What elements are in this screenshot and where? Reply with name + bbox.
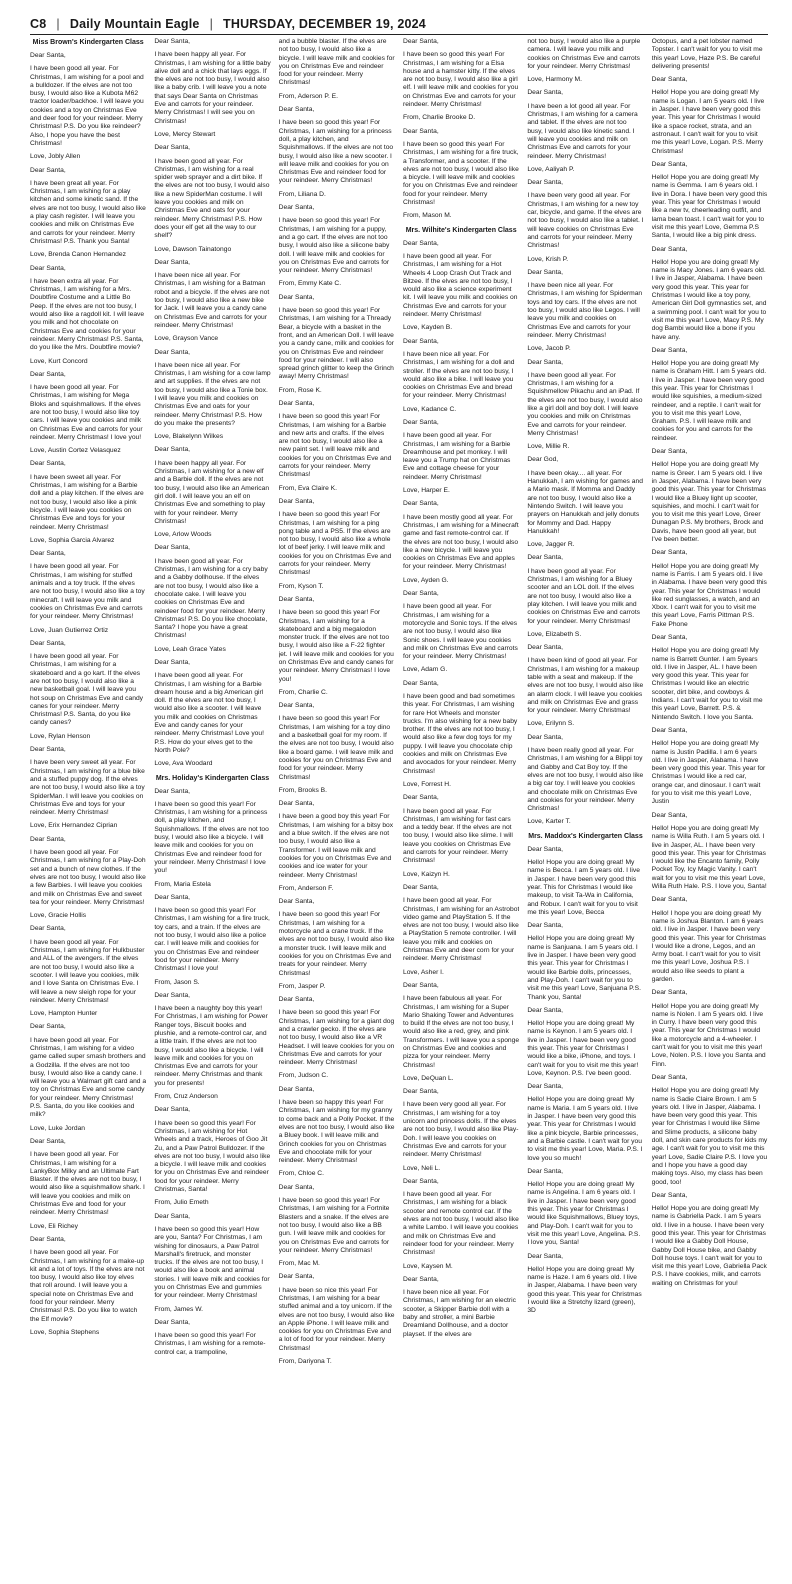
letter-salutation: Dear Santa, — [402, 239, 439, 247]
letter-body: I have been good all year. For Christmas, I am wishing for a pool and a bulldozer. If the elves are not too busy, I would also like a Kubota M62 tractor loader/backhoe. I will leave you cookies and a toy on Christmas Eve and deer food for your reindeer. Merry Christmas! P.S. Do you like reindeer? Also, I hope you have the best Christmas! — [30, 65, 144, 147]
letter-body: I have been so good this year! For Christmas, I am wishing for a Barbie and new arts and crafts. If the elves are not too busy, I would also like a new paint set. I will leave milk and cookies for you on Christmas Eve and carrots for your reindeer. Merry Christmas! — [278, 413, 392, 479]
letter-body: I have been so good this year! For Christmas, I am wishing for a Elsa house and a hamster kitty. If the elves are not too busy, I would also like a girl elf. I will leave milk and cookies for you on Christmas Eve and carrots for your reindeer. Merry Christmas! — [402, 51, 519, 109]
letter-signature: Love, Rylan Henson — [30, 732, 91, 740]
letter-body: I have been so good this year! For Christmas, I am wishing for a princess doll, a play kitchen, and Squishmallows. If the elves are not too busy, I would also like a bicycle. I will leave milk and cookies for you on Christmas Eve and reindeer food for your reindeer. Merry Christmas! I love you! — [154, 800, 269, 875]
letter-signature: Love, Harmony M. — [527, 76, 582, 84]
letter-body: I have been a lot good all year. For Christmas, I am wishing for a camera and tablet. If the elves are not too busy, I would also like kinetic sand. I will leave you cookies and milk on Christmas Eve and carrots for your reindeer. Merry Christmas! — [527, 102, 638, 160]
letter-signature: From, Rose K. — [278, 386, 322, 394]
letter-body: I have been nice all year. For Christmas, I am wishing for an electric scooter, a Skipper Barbie doll with a baby and stroller, a mini Barbie Dreamland Dollhouse, and a doctor playset. If the elves are — [402, 1289, 516, 1338]
letter-signature: Love, Blakelynn Wilkes — [154, 433, 224, 441]
letter-signature: From, Dariyona T. — [278, 1358, 332, 1366]
letter-signature: Love, Forrest H. — [402, 780, 451, 788]
letter-body: I have been good all year. For Christmas, I am wishing for a Play-Doh set and a bunch of new clothes. If the elves are not too busy, I would also like a few Barbies. I will leave you cookies and milk on Christmas Eve and sweet tea for your reindeer. Merry Christmas! — [30, 849, 146, 906]
issue-date: THURSDAY, DECEMBER 19, 2024 — [223, 17, 426, 31]
letter-salutation: Dear God, — [527, 456, 559, 464]
letter-salutation: Dear Santa, — [30, 1235, 66, 1243]
letter-salutation: Dear Santa, — [651, 245, 688, 253]
letter-body: I have been nice all year. For Christmas, I am wishing for Spiderman toys and toy cars. If the elves are not too busy, I would also like Legos. I will leave you milk and cookies on Christmas Eve and carrots for your reindeer. Merry Christmas! — [527, 282, 643, 339]
letter-signature: From, Charlie C. — [278, 688, 328, 696]
letter-body: I have been happy all year. For Christmas, I am wishing for a new elf and a Barbie doll. If the elves are not too busy, I would also like an American girl doll. I will leave you an elf on Christmas Eve and something to play with for your reindeer. Merry Christmas! — [154, 459, 270, 525]
letter-salutation: Dear Santa, — [402, 1177, 439, 1185]
letter-salutation: Dear Santa, — [30, 925, 66, 933]
letter-body: I have been very sweet all year. For Christmas, I am wishing for a blue bike and a stuffed puppy dog. If the elves are not too busy, I would also like a toy SpiderMan. I will leave you cookies on Christmas Eve and toys for your reindeer. Merry Christmas! — [30, 759, 145, 817]
letter-salutation: Dear Santa, — [527, 179, 563, 187]
letter-signature: Love, Millie R. — [527, 443, 570, 451]
letter-body: not too busy, I would also like a purple camera. I will leave you milk and cookies on Christmas Eve and carrots for your reindeer. Merry Christmas! — [527, 38, 641, 70]
letter-body: I have been a good boy this year! For Christmas, I am wishing for a bitsy box and a blue switch. If the elves are not too busy, I would also like a Transformer. I will leave milk and cookies for you on Christmas Eve and cookies and ice water for your reindeer. Merry Christmas! — [278, 813, 394, 879]
letter-body: Hello! Hope you are doing great! My name is Angelina. I am 6 years old. I live in Jasper. I have been very good this year. This year for Christmas I would like Squishmallows, Bluey toys, and Play-Doh. I can't wait for you to visit me this year! Love, Angelina. P.S. I love you, Santa! — [527, 1181, 641, 1247]
letter-salutation: Dear Santa, — [527, 268, 563, 276]
letter-salutation: Dear Santa, — [278, 898, 315, 906]
letter-salutation: Dear Santa, — [30, 460, 66, 468]
letter-signature: Love, DeQuan L. — [402, 1074, 454, 1082]
letter-body: Hello! Hope you are doing great! My name is Willa Ruth. I am 5 years old. I live in Jasper, AL. I have been very good this year. This year for Christmas I would like the Encanto family, Polly Pocket Toy, Icy Magic Vanity. I can't wait for you to visit me this year! Love, Willa Ruth Hale. P.S. I love you, Santa! — [651, 824, 767, 891]
letter-signature: From, Judson C. — [278, 1072, 329, 1080]
letter-salutation: Dear Santa, — [154, 446, 191, 454]
letter-salutation: Dear Santa, — [651, 634, 688, 641]
letter-salutation: Dear Santa, — [527, 644, 563, 652]
letter-signature: Love, Sophia Garcia Alvarez — [30, 536, 115, 544]
letter-salutation: Dear Santa, — [402, 981, 439, 989]
letter-signature: From, James W. — [154, 1305, 204, 1313]
letter-body: I have been so good this year! For Christmas, I am wishing for a Fortnite Blasters and a snake. If the elves are not too busy, I would also like a BB gun. I will leave milk and cookies for you on Christmas Eve and carrots for your reindeer. Merry Christmas! — [278, 1197, 390, 1254]
letter-signature: Love, Jobly Allen — [30, 153, 81, 161]
letter-signature: Love, Elizabeth S. — [527, 630, 582, 638]
letter-salutation: Dear Santa, — [402, 418, 439, 426]
letter-body: Hello! Hope you are doing great! My name is Macy Jones. I am 6 years old. I live in Jasper, Alabama. I have been very good this year. This year for Christmas I would like a toy pony, American Girl Doll gymnastics set, and a swimming pool. I can't wait for you to visit me this year! Love, Macy P.S. My dog Bambi would like a bone if you have any. — [651, 258, 767, 341]
letter-body: I have been good all year. For Christmas, I am wishing for a real spider web sprayer and a dirt bike. If the elves are not too busy, I would also like a new SpiderMan costume. I will leave you cookies and milk on Christmas Eve and oats for your reindeer. Merry Christmas! P.S. How does your elf get all the way to our shelf? — [154, 157, 270, 240]
letter-body: I have been extra all year. For Christmas, I am wishing for a Mrs. Doubtfire Costume and a Little Bo Peep. If the elves are not too busy, I would also like a ragdoll kit. I will leave you milk and hot chocolate on Christmas Eve and cookies for your reindeer. Merry Christmas! P.S. Santa, do you like the Mrs. Doubtfire movie? — [30, 277, 145, 352]
letter-salutation: Dear Santa, — [30, 52, 66, 59]
letter-salutation: Dear Santa, — [278, 399, 315, 407]
letter-signature: Love, Aaliyah P. — [527, 165, 575, 173]
class-heading: Miss Brown's Kindergarten Class — [32, 39, 144, 46]
letter-salutation: Dear Santa, — [278, 996, 315, 1004]
letter-body: I have been good and bad sometimes this year. For Christmas, I am wishing for rare Hot Wheels and monster trucks. I'm also wishing for a new baby brother. If the elves are not too busy, I would also like a few dog toys for my puppy. I will leave you chocolate chip cookies and milk on Christmas Eve and avocados for your reindeer. Merry Christmas! — [402, 693, 518, 775]
letter-signature: From, Anderson F. — [278, 884, 334, 892]
letter-signature: From, Brooks B. — [278, 786, 327, 794]
letter-salutation: Dear Santa, — [402, 1275, 439, 1283]
column-1 — [30, 38, 146, 1578]
letter-body: I have been mostly good all year. For Christmas, I am wishing for a Minecraft game and fast remote-control car. If the elves are not too busy, I would also like a new bicycle. I will leave you cookies on Christmas Eve and apples for your reindeer. Merry Christmas! — [402, 513, 519, 571]
letter-signature: Love, Eli Richey — [30, 1222, 78, 1230]
letter-signature: Love, Austin Cortez Velasquez — [30, 447, 121, 455]
letter-signature: Love, Sophia Stephens — [30, 1328, 100, 1336]
letter-signature: From, Julio Emeth — [154, 1199, 209, 1207]
letter-body: I have been nice all year. For Christmas, I am wishing for a doll and stroller. If the elves are not too busy, I would also like a bike. I will leave you cookies on Christmas Eve and bread for your reindeer. Merry Christmas! — [402, 350, 515, 400]
letter-salutation: Dear Santa, — [154, 787, 191, 795]
newspaper-name: Daily Mountain Eagle — [69, 17, 200, 31]
letter-body: I have been nice all year. For Christmas, I am wishing for a cow lamp and art supplies. If the elves are not too busy, I would also like a Tonie box. I will leave you milk and cookies on Christmas Eve and oats for your reindeer. Merry Christmas! P.S. How do you make the presents? — [154, 361, 271, 427]
letter-body: I have been happy all year. For Christmas, I am wishing for a little baby alive doll and a chick that lays eggs. If the elves are not too busy, I would also like a baby crib. I will leave you a note that says Dear Santa on Christmas Eve and carrots for your reindeer. Merry Christmas! I will see you on Christmas! — [154, 51, 271, 125]
letter-body: I have been so good this year! How are you, Santa? For Christmas, I am wishing for dinosaurs, a Paw Patrol Marshall's firetruck, and monster trucks. If the elves are not too busy, I would also like a book and animal stories. I will leave milk and cookies for you on Christmas Eve and gummies for your reindeer. Merry Christmas! — [154, 1225, 270, 1300]
class-heading: Mrs. Maddox's Kindergarten Class — [528, 832, 643, 840]
letter-salutation: Dear Santa, — [30, 639, 66, 647]
letter-body: I have been good all year. For Christmas, I am wishing for Hulkbuster and ALL of the avengers. If the elves are not too busy, I would also like a scooter. I will leave you cookies, milk and I love Santa on Christmas Eve. I will leave a new sleigh rope for your reindeer. Merry Christmas! — [30, 938, 145, 1004]
letter-salutation: Dear Santa, — [527, 733, 563, 741]
letter-signature: From, Emmy Kate C. — [278, 280, 342, 288]
letter-signature: Love, Kurt Concord — [30, 357, 88, 365]
letter-body: I have been so good this year! For Christmas, I am wishing for a Thready Bear, a bicycle with a basket in the front, and an American Doll. I will leave you a candy cane, milk and cookies for you on Christmas Eve and reindeer food for your reindeer. I will also spread grinch glitter to keep the Grinch away! Merry Christmas! — [278, 307, 394, 381]
letter-salutation: Dear Santa, — [651, 989, 688, 997]
letter-body: Octopus, and a pet lobster named Topster. I can't wait for you to visit me this year! Love, Haze P.S. Be careful delivering presents! — [651, 38, 763, 70]
letter-salutation: Dear Santa, — [30, 1137, 66, 1145]
letter-body: Hello! Hope you are doing great! My name is Farris. I am 5 years old. I live in Alabama. I have been very good this year. This year for Christmas I would like red sunglasses, a watch, and an Xbox. I can't wait for you to visit me this year! Love, Farris Pittman P.S. Fake Phone — [651, 562, 767, 628]
letter-salutation: Dear Santa, — [278, 800, 315, 808]
header-divider: | — [56, 17, 60, 31]
letter-signature: From, Mac M. — [278, 1260, 320, 1268]
letter-body: I have been very good all year. For Christmas, I am wishing for a new toy car, bicycle, and game. If the elves are not too busy, I would also like a tablet. I will leave cookies on Christmas Eve and carrots for your reindeer. Merry Christmas! — [527, 192, 644, 250]
column-3 — [279, 38, 395, 1578]
letter-body: I have been good all year. For Christmas, I am wishing for a black scooter and remote control car. If the elves are not too busy, I would also like a white Lambo. I will leave you cookies and milk on Christmas Eve and reindeer food for your reindeer. Merry Christmas! — [402, 1191, 519, 1257]
letter-salutation: Dear Santa, — [527, 1252, 563, 1260]
letter-body: Hello! Hope you are doing great! My name is Maria. I am 5 years old. I live in Jasper. I have been very good this year. This year for Christmas I would like a pink bicycle, Barbie princesses, and a Barbie castle. I can't wait for you to visit me this year! Love, Maria. P.S. I love you so much! — [527, 1096, 643, 1162]
letter-body: I have been so happy this year! For Christmas, I am wishing for my granny to come back and a Polly Pocket. If the elves are not too busy, I would also like a Bluey book. I will leave milk and Grinch cookies for you on Christmas Eve and chocolate milk for your reindeer. Merry Christmas! — [278, 1099, 395, 1165]
letter-body: I have been good all year. For Christmas, I am wishing for Mega Bloks and squishmallows. If the elves are not too busy, I would also like toy cars. I will leave you cookies and milk on Christmas Eve and carrots for your reindeer. Merry Christmas! I love you! — [30, 384, 143, 441]
letter-body: I have been good all year. For Christmas, I am wishing for a skateboard and a go kart. If the elves are not too busy, I would also like a new basketball goal. I will leave you hot soup on Christmas Eve and candy canes for your reindeer. Merry Christmas! P.S. Santa, do you like candy canes? — [30, 653, 144, 727]
letter-salutation: Dear Santa, — [402, 794, 439, 802]
letter-body: and a bubble blaster. If the elves are not too busy, I would also like a bicycle. I will leave milk and cookies for you on Christmas Eve and reindeer food for your reindeer. Merry Christmas! — [278, 38, 395, 87]
letter-body: I have been so good this year! For Christmas, I am wishing for a toy dino and a basketball goal for my room. If the elves are not too busy, I would also like a board game. I will leave milk and cookies for you on Christmas Eve and food for your reindeer. Merry Christmas! — [278, 715, 394, 781]
letter-signature: Love, Mercy Stewart — [154, 130, 216, 138]
letter-signature: Love, Krish P. — [527, 255, 569, 263]
letter-body: Hello! Hope you are doing great! My name is Barrett Gunter. I am 5years old. I live in Jasper, AL. I have been very good this year. This year for Christmas I would like an electric scooter, dirt bike, and cowboys & Indians. I can't wait for you to visit me this year! Love, Barrett. P.S. & Nintendo Switch. I love you Santa. — [651, 647, 763, 721]
letter-salutation: Dear Santa, — [527, 89, 563, 97]
letter-signature: Love, Dawson Tainatongo — [154, 245, 232, 253]
class-heading: Mrs. Holiday's Kindergarten Class — [155, 774, 270, 782]
letter-salutation: Dear Santa, — [278, 595, 315, 603]
letter-salutation: Dear Santa, — [527, 1006, 563, 1014]
letter-signature: From, Eva Claire K. — [278, 484, 337, 492]
letter-signature: From, Jasper P. — [278, 982, 326, 990]
letter-signature: Love, Jacob P. — [527, 345, 571, 353]
letter-body: Hello! Hope you are doing great! My name is Haze. I am 6 years old. I live in Jasper, Alabama. I have been very good this year. This year for Christmas I would like a Stretchy lizard (green), 3D — [527, 1265, 642, 1315]
letter-salutation: Dear Santa, — [30, 370, 66, 378]
letter-signature: From, Maria Estela — [154, 880, 211, 888]
letter-body: I have been good all year. For Christmas, I am wishing for a motorcycle and Sonic toys. If the elves are not too busy, I would also like Sonic shoes. I will leave you cookies and milk on Christmas Eve and carrots for your reindeer. Merry Christmas! — [402, 603, 518, 661]
letter-body: I have been so good this year! For Christmas, I am wishing for a puppy, and a go cart. If the elves are not too busy, I would also like a silicone baby doll. I will leave milk and cookies for you on Christmas Eve and carrots for your reindeer. Merry Christmas! — [278, 217, 390, 275]
letter-body: Hello! I hope you are doing great! My name is Joshua Blanton. I am 6 years old. I live in Jasper. I have been very good this year. This year for Christmas I would like a drone, Legos, and an Army boat. I can't wait for you to visit me this year! Love, Joshua P.S. I would also like seeds to plant a garden. — [651, 909, 766, 983]
letter-salutation: Dear Santa, — [402, 500, 439, 508]
letter-signature: From, Chloe C. — [278, 1170, 324, 1178]
letter-salutation: Dear Santa, — [278, 204, 315, 212]
letter-body: Hello! Hope you are doing great! My name is Keynon. I am 5 years old. I live in Jasper. I have been very good this year. This year for Christmas I would like a bike, iPhone, and toys. I can't wait for you to visit me this year! Love, Keynon. P.S. I've been good. — [527, 1020, 639, 1077]
letter-body: I have been good all year. For Christmas, I am wishing for a Barbie dream house and a big American girl doll. If the elves are not too busy, I would also like a scooter. I will leave you milk and cookies on Christmas Eve and candy canes for your reindeer. Merry Christmas! Love you! P.S. How do your elves get to the North Pole? — [154, 672, 264, 754]
letter-body: I have been good all year. For Christmas, I am wishing for an Astrobot video game and PlayStation 5. If the elves are not too busy, I would also like a PlayStation 5 remote controller. I will leave you milk and cookies on Christmas Eve and deer corn for your reindeer. Merry Christmas! — [402, 897, 520, 963]
letter-salutation: Dear Santa, — [402, 590, 439, 598]
letter-salutation: Dear Santa, — [402, 38, 439, 45]
letter-body: I have been nice all year. For Christmas, I am wishing for a Batman robot and a bicycle. If the elves are not too busy, I would also like a new bike for Jack. I will leave you a candy cane on Christmas Eve and carrots for your reindeer. Merry Christmas! — [154, 272, 270, 329]
letter-body: I have been okay.... all year. For Hanukkah, I am wishing for games and a Mario mask. If Momma and Daddy are not too busy, I would also like a Nintendo Switch. I will leave you prayers on Hanukkah and jelly donuts for Mommy and Dad. Happy Hanukkah! — [527, 469, 643, 535]
letter-body: I have been good all year. For Christmas, I am wishing for a cry baby and a Gabby dollhouse. If the elves are not too busy, I would also like a chocolate cake. I will leave you cookies on Christmas Eve and reindeer food for your reindeer. Merry Christmas! P.S. Do you like chocolate, Santa? I hope you have a great Christmas! — [154, 557, 268, 640]
letter-salutation: Dear Santa, — [651, 346, 688, 354]
letter-signature: Love, Jagger R. — [527, 541, 575, 549]
letter-signature: Love, Harper E. — [402, 487, 450, 495]
letter-salutation: Dear Santa, — [154, 38, 191, 45]
letter-salutation: Dear Santa, — [651, 811, 688, 819]
letter-body: Hello! Hope you are doing great! My name is Greer. I am 5 years old. I live in Jasper, Alabama. I have been very good this year. This year for Christmas I would like a Bluey light up scooter, squishies, and mochi. I can't wait for you to visit me this year! Love, Greer Dunagan P.S. My brothers, Brock and Davis, have been good all year, but I've been better. — [651, 461, 766, 544]
letter-signature: Love, Gracie Hollis — [30, 912, 87, 920]
letter-salutation: Dear Santa, — [651, 726, 688, 734]
letter-body: I have been so good this year! For Christmas, I am wishing for a remote-control car, a trampoline, — [154, 1332, 266, 1356]
letter-salutation: Dear Santa, — [154, 893, 191, 901]
letter-salutation: Dear Santa, — [154, 258, 191, 266]
letter-body: I have been so good this year! For Christmas, I am wishing for a motorcycle and a crane truck. If the elves are not too busy, I would also like a monster truck. I will leave milk and cookies for you on Christmas Eve and treats for your reindeer. Merry Christmas! — [278, 911, 395, 977]
letter-signature: Love, Luke Jordan — [30, 1124, 86, 1132]
page-header — [30, 14, 768, 35]
header-divider: | — [209, 17, 214, 31]
letter-signature: From, Cruz Anderson — [154, 1093, 218, 1101]
letter-body: I have been good all year. For Christmas, I am wishing for a LankyBox Milky and an Ultimate Fart Blaster. If the elves are not too busy, I would also like a squishmallow shark. I will leave you cookies and milk on Christmas Eve and food for your reindeer. Merry Christmas! — [30, 1151, 145, 1217]
letter-salutation: Dear Santa, — [402, 127, 439, 135]
column-5 — [527, 38, 643, 1578]
letter-body: Hello! Hope you are doing great! My name is Sadie Claire Brown. I am 5 years old. I live in Jasper, Alabama. I have been very good this year. This year for Christmas I would like Slime and Slime products, a silicone baby doll, and skin care products for kids my age. I can't wait for you to visit me this year! Love, Sadie Claire P.S. I love you and I hope you have a good day making toys. Also, my class has been good, too! — [651, 1087, 768, 1186]
letter-signature: From, Jason S. — [154, 978, 200, 986]
letter-salutation: Dear Santa, — [278, 106, 315, 114]
letter-signature: Love, Karter T. — [527, 818, 571, 826]
letter-salutation: Dear Santa, — [154, 144, 191, 152]
letter-body: I have been good all year. For Christmas, I am wishing for a Squishmellow Pikachu and an iPad. If the elves are not too busy, I would also like a girl doll and boy doll. I will leave you cookies and milk on Christmas Eve and carrots for your reindeer. Merry Christmas! — [527, 371, 643, 437]
letter-salutation: Dear Santa, — [651, 160, 688, 168]
letter-salutation: Dear Santa, — [402, 337, 439, 345]
letter-body: I have been good all year. For Christmas, I am wishing for a make-up kit and a lot of toys. If the elves are not too busy, I would also like toy elves that roll around. I will leave you a special note on Christmas Eve and food for your reindeer. Merry Christmas! P.S. Do you like to watch the Elf movie? — [30, 1249, 145, 1323]
letter-body: Hello! Hope you are doing great! My name is Logan. I am 5 years old. I live in Jasper. I have been very good this year. This year for Christmas I would like a space rocket, strata, and an astronaut. I can't wait for you to visit me this year! Love, Logan. P.S. Merry Christmas! — [651, 89, 765, 155]
letter-signature: From, Liliana D. — [278, 190, 326, 198]
letter-body: Hello! Hope you are doing great! My name is Nolen. I am 5 years old. I live in Curry. I have been very good this year. This year for Christmas I would like a motorcycle and a 4-wheeler. I can't wait for you to visit me this year! Love, Nolen. P.S. I love you Santa and Finn. — [651, 1002, 766, 1068]
column-6 — [652, 38, 768, 1578]
letter-body: I have been very good all year. For Christmas, I am wishing for a toy unicorn and princess dolls. If the elves are not too busy, I would also like Play-Doh. I will leave you cookies on Christmas Eve and carrots for your reindeer. Merry Christmas! — [402, 1101, 519, 1159]
letter-salutation: Dear Santa, — [527, 554, 563, 562]
letter-signature: Love, Arlow Woods — [154, 531, 212, 539]
letter-body: I have been sweet all year. For Christmas, I am wishing for a Barbie doll and a play kitchen. If the elves are not too busy, I would also like a pink bicycle. I will leave you cookies on Christmas Eve and toys for your reindeer. Merry Christmas! — [30, 473, 144, 531]
letter-signature: Love, Hampton Hunter — [30, 1010, 98, 1018]
letter-signature: Love, Juan Gutierrez Ortiz — [30, 626, 109, 634]
letter-signature: Love, Adam G. — [402, 666, 448, 674]
letter-signature: Love, Erix Hernandez Ciprian — [30, 822, 118, 830]
letter-salutation: Dear Santa, — [651, 76, 688, 84]
column-2 — [154, 38, 270, 1578]
letter-salutation: Dear Santa, — [527, 358, 563, 366]
letter-salutation: Dear Santa, — [651, 448, 688, 456]
letter-salutation: Dear Santa, — [278, 293, 315, 301]
letter-salutation: Dear Santa, — [154, 1318, 191, 1326]
letter-body: I have been good all year. For Christmas, I am wishing for a Bluey scooter and an LOL doll. If the elves are not too busy, I would also like a play kitchen. I will leave you milk and cookies on Christmas Eve and carrots for your reindeer. Merry Christmas! — [527, 567, 640, 625]
letter-body: I have been so good this year! For Christmas, I am wishing for a skateboard and a big megalodon monster truck. If the elves are not too busy, I would also like a F-22 fighter jet. I will leave milk and cookies for you on Christmas Eve and candy canes for your reindeer. Merry Christmas! I love you! — [278, 609, 394, 683]
letter-signature: Love, Brenda Canon Hernandez — [30, 251, 126, 259]
letter-signature: Love, Ayden G. — [402, 576, 449, 584]
letter-salutation: Dear Santa, — [154, 544, 191, 552]
letter-body: I have been fabulous all year. For Christmas, I am wishing for a Super Mario Shaking Tower and Adventures to build If the elves are not too busy, I would also like a red, grey, and pink Transformers. I will leave you a sponge on Christmas Eve and cookies and pizza for your reindeer. Merry Christmas! — [402, 995, 520, 1069]
letter-body: I have been so good this year! For Christmas, I am wishing for a princess doll, a play kitchen, and Squishmallows. If the elves are not too busy, I would also like a new scooter. I will leave milk and cookies for you on Christmas Eve and reindeer food for your reindeer. Merry Christmas! — [278, 119, 394, 185]
letter-salutation: Dear Santa, — [651, 1073, 688, 1081]
page-number: C8 — [30, 17, 47, 31]
letter-body: I have been so good this year! For Christmas, I am wishing for a giant dog and a crawler gecko. If the elves are not too busy, I would also like a VR Headset. I will leave cookies for you on Christmas Eve and carrots for your reindeer. Merry Christmas! — [278, 1009, 395, 1067]
letter-salutation: Dear Santa, — [30, 835, 66, 843]
letter-salutation: Dear Santa, — [527, 1083, 563, 1091]
letter-signature: From, Kyson T. — [278, 582, 324, 590]
letter-signature: Love, Kayden B. — [402, 324, 453, 332]
letter-salutation: Dear Santa, — [278, 702, 315, 710]
letters-columns — [30, 38, 768, 1578]
letter-salutation: Dear Santa, — [527, 845, 563, 853]
letter-salutation: Dear Santa, — [30, 746, 66, 754]
column-4 — [403, 38, 519, 1578]
letter-signature: Love, Erilynn S. — [527, 720, 575, 728]
letter-salutation: Dear Santa, — [278, 497, 315, 505]
letter-body: I have been so good this year! For Christmas, I am wishing for a fire truck, a Transformer, and a scooter. If the elves are not too busy, I would also like a bicycle. I will leave milk and cookies for you on Christmas Eve and reindeer food for your reindeer. Merry Christmas! — [402, 140, 519, 207]
letter-salutation: Dear Santa, — [154, 659, 191, 666]
letter-body: I have been good all year. For Christmas, I am wishing for a Hot Wheels 4 Loop Crash Out Track and Bitzee. If the elves are not too busy, I would also like a science experiment kit. I will leave you milk and cookies on Christmas Eve and carrots for your reindeer. Merry Christmas! — [402, 252, 518, 319]
letter-salutation: Dear Santa, — [30, 166, 66, 174]
letter-salutation: Dear Santa, — [651, 549, 688, 557]
letter-body: Hello! Hope you are doing great! My name is Justin Padilla. I am 6 years old. I live in Jasper, Alabama. I have been very good this year. This year for Christmas I would like a red car, orange car, and dinosaur. I can't wait for you to visit me this year! Love, Justin — [651, 740, 766, 806]
letter-body: I have been good all year. For Christmas, I am wishing for a video game called super smash brothers and a Godzilla. If the elves are not too busy, I would also like a candy cane. I will leave you a Walmart gift card and a toy on Christmas Eve and some candy for your reindeer. Merry Christmas! P.S. Santa, do you like cookies and milk? — [30, 1036, 147, 1119]
letter-body: I have been kind of good all year. For Christmas, I am wishing for a makeup table with a seat and makeup. If the elves are not too busy, I would also like an alarm clock. I will leave you cookies and milk on Christmas Eve and grass for your reindeer. Merry Christmas! — [527, 657, 644, 715]
letter-body: Hello! Hope you are doing great! My name is Graham Hitt. I am 5 years old. I live in Jasper. I have been very good this year. This year for Christmas I would like squishies, a medium-sized reindeer, and a reptile. I can't wait for you to visit me this year! Love, Graham. P.S. I will leave milk and cookies for you and carrots for the reindeer. — [651, 360, 767, 442]
letter-body: I have been good all year. For Christmas, I am wishing for fast cars and a teddy bear. If the elves are not too busy, I would also like slime. I will leave you cookies on Christmas Eve and carrots for your reindeer. Merry Christmas! — [402, 807, 513, 865]
letter-body: I have been really good all year. For Christmas, I am wishing for a Blippi toy and Gabby and Cat Boy toy. If the elves are not too busy, I would also like a big car toy. I will leave you cookies and chocolate milk on Christmas Eve and cookies for your reindeer. Merry Christmas! — [527, 747, 644, 813]
letter-signature: Love, Grayson Vance — [154, 335, 219, 343]
letter-signature: Love, Asher I. — [402, 968, 444, 976]
letter-salutation: Dear Santa, — [402, 883, 439, 891]
letter-salutation: Dear Santa, — [278, 1183, 315, 1191]
class-heading: Mrs. Wilhite's Kindergarten Class — [405, 226, 517, 234]
letter-salutation: Dear Santa, — [154, 1212, 191, 1220]
letter-salutation: Dear Santa, — [30, 550, 66, 558]
letter-signature: From, Aderson P. E. — [278, 92, 339, 100]
letter-salutation: Dear Santa, — [278, 1273, 315, 1281]
letter-body: Hello! Hope you are doing great! My name is Sanjuana. I am 5 years old. I live in Jasper. I have been very good this year. This year for Christmas I would like Barbie dolls, princesses, and Play-Doh. I can't wait for you to visit me this year! Love, Sanjuana P.S. Thank you, Santa! — [527, 935, 641, 1001]
letter-body: Hello! Hope you are doing great! My name is Gemma. I am 6 years old. I live in Dora. I have been very good this year. This year for Christmas I would like a new tv, cheerleading outfit, and lama bean toast. I can't wait for you to visit me this year! Love, Gemma P.S Santa, I would like a big pink dress. — [651, 174, 768, 240]
letter-salutation: Dear Santa, — [527, 922, 563, 930]
letter-salutation: Dear Santa, — [527, 1167, 563, 1175]
letter-signature: Love, Ava Woodard — [154, 760, 213, 768]
letter-body: I have been good all year. For Christmas, I am wishing for stuffed animals and a toy truck. If the elves are not too busy, I would also like a toy minecraft. I will leave you milk and cookies on Christmas Eve and carrots for your reindeer. Merry Christmas! — [30, 563, 145, 621]
letter-salutation: Dear Santa, — [651, 896, 688, 904]
letter-signature: Love, Kaizyn H. — [402, 870, 450, 878]
letter-salutation: Dear Santa, — [651, 1191, 688, 1199]
letter-signature: Love, Kadance C. — [402, 405, 457, 413]
letter-signature: Love, Leah Grace Yates — [154, 645, 226, 653]
letter-body: I have been great all year. For Christmas, I am wishing for a play kitchen and some kinetic sand. If the elves are not too busy, I would also like a play cash register. I will leave you cookies and milk on Christmas Eve and carrots for your reindeer. Merry Christmas! P.S. Thank you Santa! — [30, 179, 146, 245]
letter-salutation: Dear Santa, — [30, 264, 66, 272]
letter-body: I have been good all year. For Christmas, I am wishing for a Barbie Dreamhouse and pet monkey. I will leave you a Trump hat on Christmas Eve and cottage cheese for your reindeer. Merry Christmas! — [402, 432, 511, 481]
letter-body: Hello! Hope you are doing great! My name is Becca. I am 5 years old. I live in Jasper. I have been very good this year. This for Christmas I would like makeup, to visit Ta-Wa in California, and Robux. I can't wait for you to visit me this year! Love, Becca — [527, 859, 640, 916]
letter-signature: From, Mason M. — [402, 212, 452, 220]
letter-salutation: Dear Santa, — [154, 1106, 191, 1114]
letter-body: I have been so nice this year! For Christmas, I am wishing for a bear stuffed animal and a toy unicorn. If the elves are not too busy, I would also like an Apple iPhone. I will leave milk and cookies for you on Christmas Eve and a lot of food for your reindeer. Merry Christmas! — [278, 1286, 395, 1352]
letter-body: I have been so good this year! For Christmas, I am wishing for Hot Wheels and a track, Heroes of Goo Jit Zu, and a Paw Patrol Bulldozer. If the elves are not too busy, I would also like a bicycle. I will leave milk and cookies for you on Christmas Eve and reindeer food for your reindeer. Merry Christmas, Santa! — [154, 1119, 271, 1194]
letter-body: Hello! Hope you are doing great! My name is Gabriella Pack. I am 5 years old. I live in a house. I have been very good this year. This year for Christmas I would like a Gabby Doll House, Gabby Doll House bike, and Gabby Doll house toys. I can't wait for you to visit me this year! Love, Gabriella Pack P.S. I have cookies, milk, and carrots waiting on Christmas for you! — [651, 1205, 767, 1287]
letter-body: I have been so good this year! For Christmas, I am wishing for a fire truck, toy cars, and a train. If the elves are not too busy, I would also like a police car. I will leave milk and cookies for you on Christmas Eve and reindeer food for your reindeer. Merry Christmas! I love you! — [154, 907, 270, 973]
letter-signature: Love, Kaysen M. — [402, 1262, 453, 1270]
letter-salutation: Dear Santa, — [402, 679, 439, 687]
letter-body: I have been a naughty boy this year! For Christmas, I am wishing for Power Ranger toys, Biscuit books and plushie, and a remote-control car, and a little train. If the elves are not too busy, I would also like a bicycle. I will leave milk and cookies for you on Christmas Eve and carrots for your reindeer. Merry Christmas and thank you for presents! — [154, 1005, 268, 1087]
letter-salutation: Dear Santa, — [278, 1085, 315, 1093]
letter-signature: From, Charlie Brooke D. — [402, 114, 476, 122]
letter-salutation: Dear Santa, — [30, 1023, 66, 1031]
letter-salutation: Dear Santa, — [402, 1088, 439, 1096]
letter-salutation: Dear Santa, — [154, 991, 191, 999]
letter-salutation: Dear Santa, — [154, 348, 191, 356]
letter-signature: Love, Neli L. — [402, 1164, 441, 1172]
letter-body: I have been so good this year! For Christmas, I am wishing for a ping pong table and a PS5. If the elves are not too busy, I would also like a whole lot of beef jerky. I will leave milk and cookies for you on Christmas Eve and carrots for your reindeer. Merry Christmas! — [278, 511, 392, 577]
